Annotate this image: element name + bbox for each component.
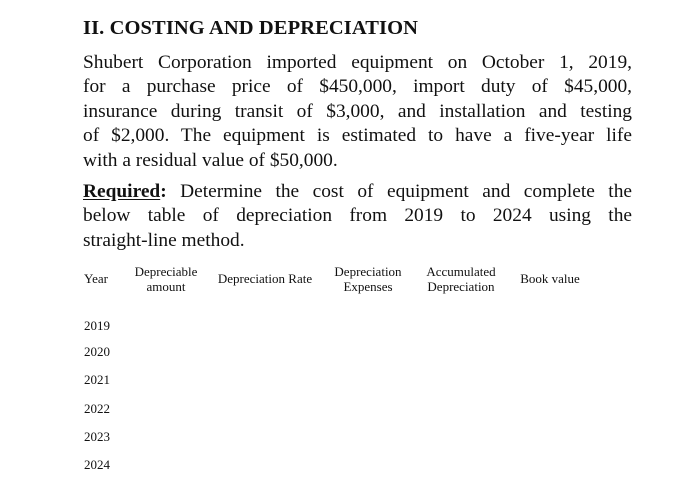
header-text: Expenses	[343, 279, 393, 294]
scenario-line: of $2,000. The equipment is estimated to have a five-year life	[83, 125, 632, 147]
book-value-cell	[505, 338, 595, 366]
header-accumulated-depreciation	[417, 260, 505, 298]
header-text: Depreciation	[427, 279, 495, 294]
amount-cell	[121, 395, 211, 423]
expense-cell	[319, 298, 417, 338]
depreciation-table	[84, 260, 595, 479]
amount-cell	[121, 338, 211, 366]
accumulated-cell	[417, 366, 505, 394]
rate-cell	[211, 298, 319, 338]
expense-cell	[319, 366, 417, 394]
year-cell: 2024	[84, 457, 110, 473]
required-colon: :	[160, 181, 167, 202]
table-row	[84, 298, 595, 338]
header-text: amount	[146, 279, 186, 294]
table-header-row	[84, 260, 595, 298]
rate-cell	[211, 451, 319, 479]
header-text: Depreciable	[134, 263, 198, 279]
header-depreciation-rate: Depreciation Rate	[217, 271, 313, 287]
rate-cell	[211, 395, 319, 423]
required-paragraph	[83, 180, 632, 253]
book-value-cell	[505, 423, 595, 451]
rate-cell	[211, 338, 319, 366]
expense-cell	[319, 395, 417, 423]
required-line: below table of depreciation from 2019 to 2024 using the	[83, 205, 632, 227]
accumulated-cell	[417, 423, 505, 451]
scenario-line: insurance during transit of $3,000, and installation and testing	[83, 100, 632, 122]
required-text: Determine the cost of equipment and complete the	[166, 181, 632, 202]
rate-cell	[211, 366, 319, 394]
header-book-value: Book value	[520, 271, 580, 287]
book-value-cell	[505, 366, 595, 394]
scenario-line: for a purchase price of $450,000, import duty of $45,000,	[83, 76, 632, 98]
expense-cell	[319, 338, 417, 366]
rate-cell	[211, 423, 319, 451]
amount-cell	[121, 451, 211, 479]
header-text: Accumulated	[426, 263, 496, 279]
table-row	[84, 338, 595, 366]
amount-cell	[121, 423, 211, 451]
year-cell: 2020	[84, 344, 110, 360]
table-row	[84, 395, 595, 423]
book-value-cell	[505, 298, 595, 338]
header-year: Year	[84, 271, 108, 287]
year-cell: 2021	[84, 372, 110, 388]
header-depreciation-expenses	[319, 260, 417, 298]
required-line	[83, 180, 632, 204]
accumulated-cell	[417, 298, 505, 338]
year-cell: 2023	[84, 429, 110, 445]
accumulated-cell	[417, 395, 505, 423]
year-cell: 2019	[84, 318, 110, 333]
section-heading: II. COSTING AND DEPRECIATION	[83, 17, 419, 39]
year-cell: 2022	[84, 400, 110, 416]
expense-cell	[319, 451, 417, 479]
scenario-line: Shubert Corporation imported equipment on October 1, 2019,	[83, 52, 632, 73]
table-row	[84, 423, 595, 451]
header-text: Depreciation	[334, 263, 402, 279]
scenario-line: with a residual value of $50,000.	[83, 149, 338, 171]
book-value-cell	[505, 395, 595, 423]
book-value-cell	[505, 451, 595, 479]
accumulated-cell	[417, 338, 505, 366]
table-row	[84, 451, 595, 479]
accumulated-cell	[417, 451, 505, 479]
amount-cell	[121, 366, 211, 394]
header-depreciable-amount	[121, 260, 211, 298]
required-label: Required	[83, 181, 161, 202]
expense-cell	[319, 423, 417, 451]
scenario-paragraph	[83, 51, 632, 173]
table-row	[84, 366, 595, 394]
amount-cell	[121, 298, 211, 338]
required-line: straight-line method.	[83, 229, 245, 251]
